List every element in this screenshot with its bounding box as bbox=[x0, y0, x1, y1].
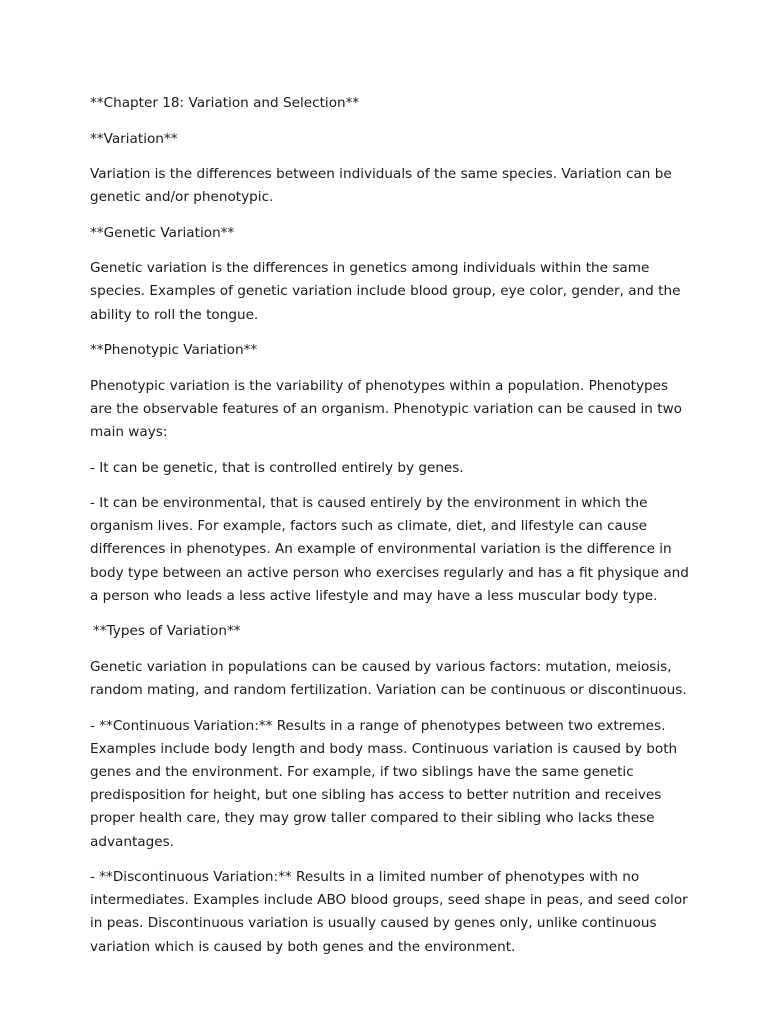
types-of-variation-heading: **Types of Variation** bbox=[93, 623, 241, 640]
genetic-variation-heading: **Genetic Variation** bbox=[90, 224, 235, 241]
genetic-variation-paragraph: Genetic variation is the differences in genetics among individuals within the same species. Examples of genetic variation include blood group, eye color, gender, and the ability to roll the tongue. bbox=[90, 260, 681, 323]
discontinuous-variation-paragraph: - **Discontinuous Variation:** Results in a limited number of phenotypes with no intermediates. Examples include ABO blood groups, seed shape in peas, and seed color in peas. Discontinuous variation is usually caused by genes only, unlike continuous variation which is caused by both genes and the environment. bbox=[90, 869, 688, 955]
types-of-variation-paragraph: Genetic variation in populations can be caused by various factors: mutation, meiosis, random mating, and random fertilization. Variation can be continuous or discontinuous. bbox=[90, 658, 687, 699]
chapter-title: **Chapter 18: Variation and Selection** bbox=[90, 95, 360, 111]
phenotypic-variation-heading: **Phenotypic Variation** bbox=[90, 342, 258, 359]
phenotypic-variation-paragraph: Phenotypic variation is the variability of phenotypes within a population. Phenotypes are the observable features of an organism. Phenotypic variation can be caused in two main ways: bbox=[90, 377, 682, 441]
variation-heading: **Variation** bbox=[90, 130, 178, 147]
variation-paragraph: Variation is the differences between individuals of the same species. Variation can be genetic and/or phenotypic. bbox=[90, 166, 672, 206]
phenotypic-bullet-environmental: - It can be environmental, that is caused entirely by the environment in which the organism lives. For example, factors such as climate, diet, and lifestyle can cause differences in phenotypes. An example of environmental variation is the difference in body type between an active person who exercises regularly and has a fit physique and a person who leads a less active lifestyle and may have a less muscular body type. bbox=[90, 495, 689, 604]
phenotypic-bullet-genetic: - It can be genetic, that is controlled entirely by genes. bbox=[90, 459, 464, 476]
document-page bbox=[90, 92, 690, 971]
continuous-variation-paragraph: - **Continuous Variation:** Results in a range of phenotypes between two extremes. Examples include body length and body mass. Continuous variation is caused by both genes and the environment. For example, if two siblings have the same genetic predisposition for height, but one sibling has access to better nutrition and receives proper health care, they may grow taller compared to their sibling who lacks these advantages. bbox=[90, 717, 678, 850]
